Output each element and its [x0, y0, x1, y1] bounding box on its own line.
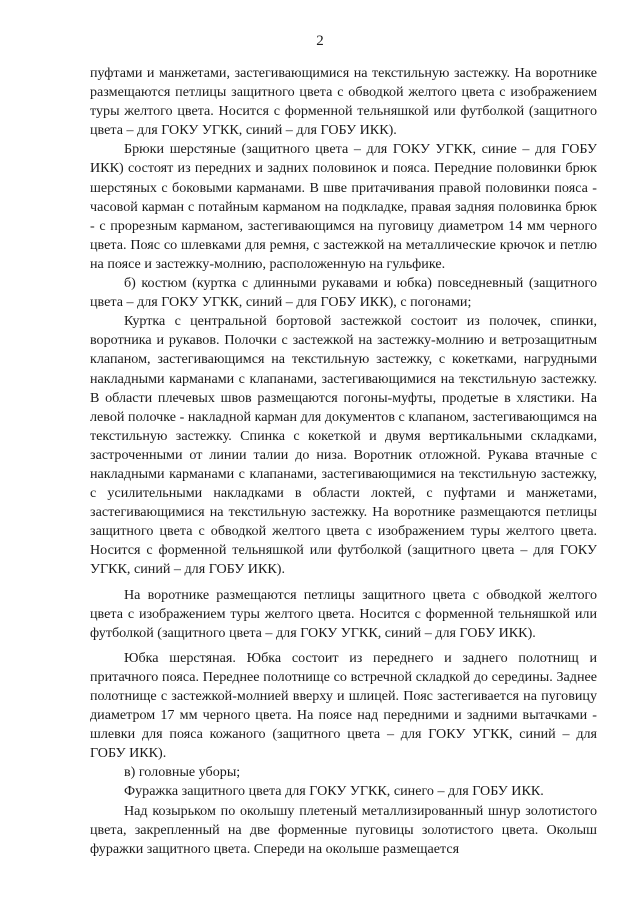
- paragraph-collar-tabs: На воротнике размещаются петлицы защитного цвета с обводкой желтого цвета с изображением туры желтого цвета. Носится с форменной тельняшкой или футболкой (защитного цвета – для ГОКУ УГКК, синий – для ГОБУ ИКК).: [90, 586, 597, 641]
- paragraph-wool-skirt: Юбка шерстяная. Юбка состоит из переднего и заднего полотнищ и притачного пояса. Переднее полотнище со встречной складкой до середины. Заднее полотнище с застежкой-молнией вверху и шлицей. Пояс застегивается на пуговицу диаметром 17 мм черного цвета. На поясе над передними и задними вытачками - шлевки для пояса кожаного (защитного цвета – для ГОКУ УГКК, синий – для ГОБУ ИКК).: [90, 649, 597, 762]
- document-body: [90, 64, 597, 859]
- paragraph-headwear-item-c: в) головные уборы;: [124, 764, 241, 781]
- paragraph-suit-item-b: б) костюм (куртка с длинными рукавами и юбка) повседневный (защитного цвета – для ГОКУ УГКК, синий – для ГОБУ ИКК), с погонами;: [90, 275, 597, 311]
- paragraph-jacket-description: Куртка с центральной бортовой застежкой состоит из полочек, спинки, воротника и рукавов. Полочки с застежкой на застежку-молнию и ветрозащитным клапаном, застегивающимся на текстильную застежку, с кокетками, нагрудными накладными карманами с клапанами, застегивающимися на текстильную застежку. В области плечевых швов размещаются погоны-муфты, продетые в хлястики. На левой полочке - накладной карман для документов с клапаном, застегивающимся на текстильную застежку. Спинка с кокеткой и двумя вертикальными складками, застроченными от линии талии до низа. Воротник отложной. Рукава втачные с накладными карманами с клапанами, застегивающимися на текстильную застежку, с усилительными накладками в области локтей, с пуфтами и манжетами, застегивающимися на текстильную застежку. На воротнике размещаются петлицы защитного цвета с обводкой желтого цвета с изображением туры желтого цвета. Носится с форменной тельняшкой или футболкой (защитного цвета – для ГОКУ УГКК, синий – для ГОБУ ИКК).: [90, 313, 597, 578]
- paragraph-cap-details: Над козырьком по околышу плетеный металлизированный шнур золотистого цвета, закрепленный на две форменные пуговицы золотистого цвета. Околыш фуражки защитного цвета. Спереди на околыше размещается: [90, 802, 597, 857]
- paragraph-peaked-cap: Фуражка защитного цвета для ГОКУ УГКК, синего – для ГОБУ ИКК.: [124, 783, 544, 800]
- paragraph-jacket-continuation: пуфтами и манжетами, застегивающимися на текстильную застежку. На воротнике размещаются петлицы защитного цвета с обводкой желтого цвета с изображением туры желтого цвета. Носится с форменной тельняшкой или футболкой (защитного цвета – для ГОКУ УГКК, синий – для ГОБУ ИКК).: [90, 65, 597, 139]
- page-number: 2: [316, 33, 324, 49]
- paragraph-wool-trousers: Брюки шерстяные (защитного цвета – для ГОКУ УГКК, синие – для ГОБУ ИКК) состоят из передних и задних половинок и пояса. Передние половинки брюк шерстяных с боковыми карманами. В шве притачивания правой половинки пояса - часовой карман с потайным карманом на подкладке, правая задняя половинка брюк - с прорезным карманом, застегивающимся на пуговицу диаметром 14 мм черного цвета. Пояс со шлевками для ремня, с застежкой на металлические крючок и петлю на поясе и застежку-молнию, расположенную на гульфике.: [90, 141, 597, 272]
